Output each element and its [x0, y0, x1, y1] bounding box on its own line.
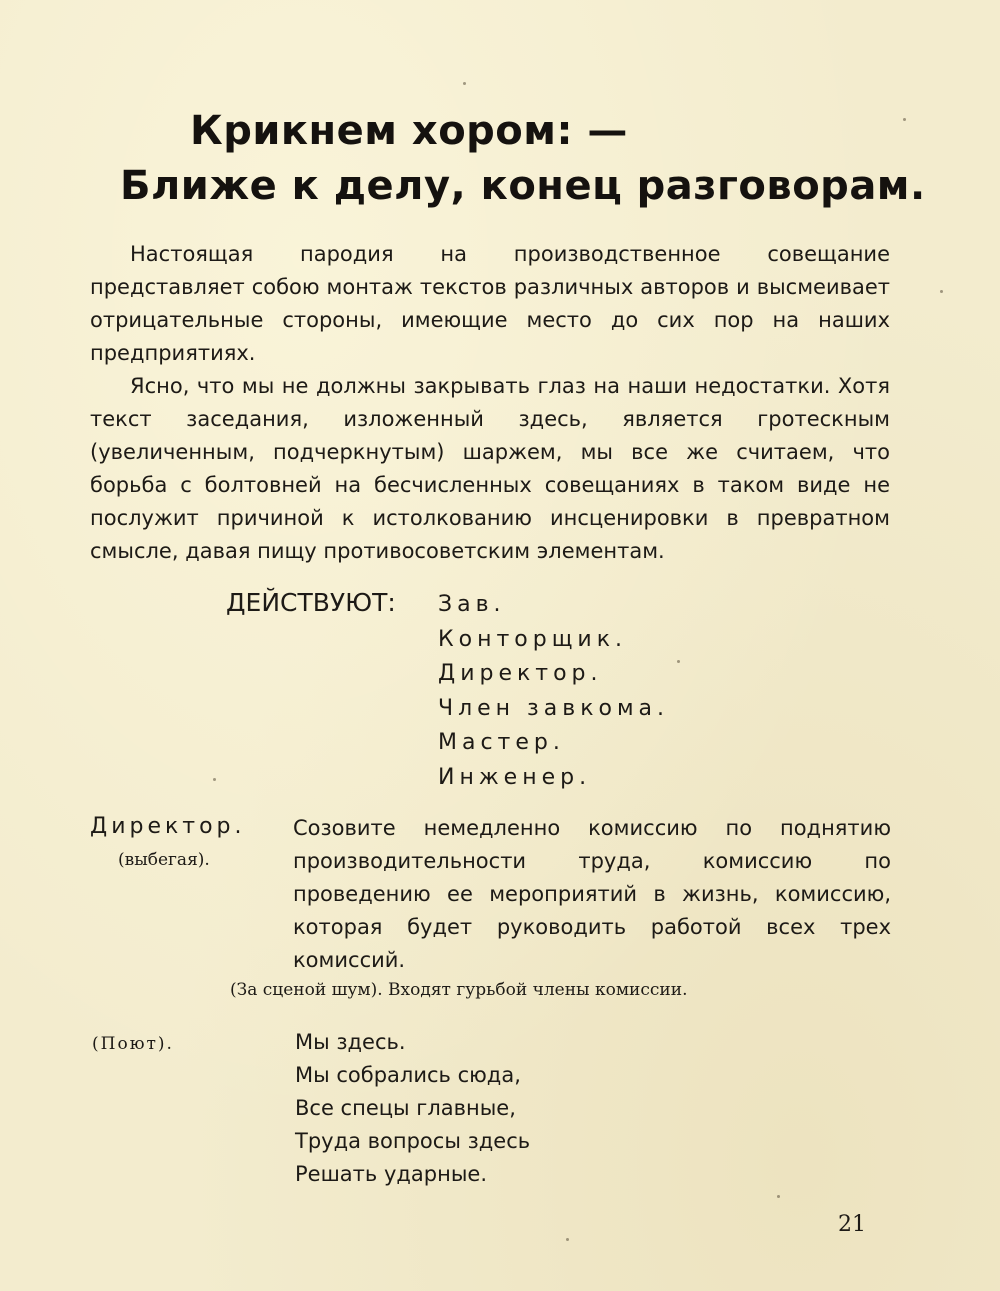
song-line: Все спецы главные,: [295, 1096, 516, 1120]
song-lyrics: [295, 1026, 530, 1191]
cast-member: Мастер.: [438, 730, 565, 755]
song-line: Решать ударные.: [295, 1162, 488, 1186]
song-line: Труда вопросы здесь: [295, 1129, 531, 1153]
intro-text: [90, 238, 890, 568]
speech-text: Созовите немедленно комиссию по поднятию производительности труда, комиссию по проведению ее мероприятий в жизнь, комиссию, которая будет руководить работой всех трех комиссий.: [293, 816, 891, 972]
intro-paragraph: Настоящая пародия на производственное совещание представляет собою монтаж текстов различных авторов и высмеивает отрицательные стороны, имеющие место до сих пор на наших предприятиях.: [90, 242, 890, 365]
speaker-note: (выбегая).: [118, 850, 210, 870]
paper-speck: [213, 778, 216, 781]
paper-speck: [903, 118, 906, 121]
headline-line-2: Ближе к делу, конец разговорам.: [120, 163, 926, 209]
stage-direction: (За сценой шум). Входят гурьбой члены комиссии.: [230, 980, 688, 1000]
cast-member: Директор.: [438, 661, 603, 686]
paper-speck: [777, 1195, 780, 1198]
page-number: 21: [838, 1212, 866, 1237]
paper-speck: [677, 660, 680, 663]
cast-member: Зав.: [438, 592, 506, 617]
cast-list: [438, 588, 669, 795]
cast-member: Член завкома.: [438, 695, 670, 721]
paper-speck: [566, 1238, 569, 1241]
paper-speck: [940, 290, 943, 293]
paper-speck: [463, 82, 466, 85]
song-line: Мы здесь.: [295, 1030, 406, 1054]
headline-line-1: Крикнем хором: —: [190, 108, 628, 154]
cast-member: Конторщик.: [438, 626, 628, 652]
speaker-name: Директор.: [90, 814, 246, 839]
cast-heading: ДЕЙСТВУЮТ:: [226, 588, 396, 617]
cast-member: Инженер.: [438, 764, 592, 790]
song-label: (Поют).: [92, 1034, 174, 1054]
song-line: Мы собрались сюда,: [295, 1063, 521, 1087]
intro-paragraph: Ясно, что мы не должны закрывать глаз на наши недостатки. Хотя текст заседания, изложенный здесь, является гротескным (увеличенным, подчеркнутым) шаржем, мы все же считаем, что борьба с болтовней на бесчисленных совещаниях в таком виде не послужит причиной к истолкованию инсценировки в превратном смысле, давая пищу противосоветским элементам.: [90, 374, 890, 563]
